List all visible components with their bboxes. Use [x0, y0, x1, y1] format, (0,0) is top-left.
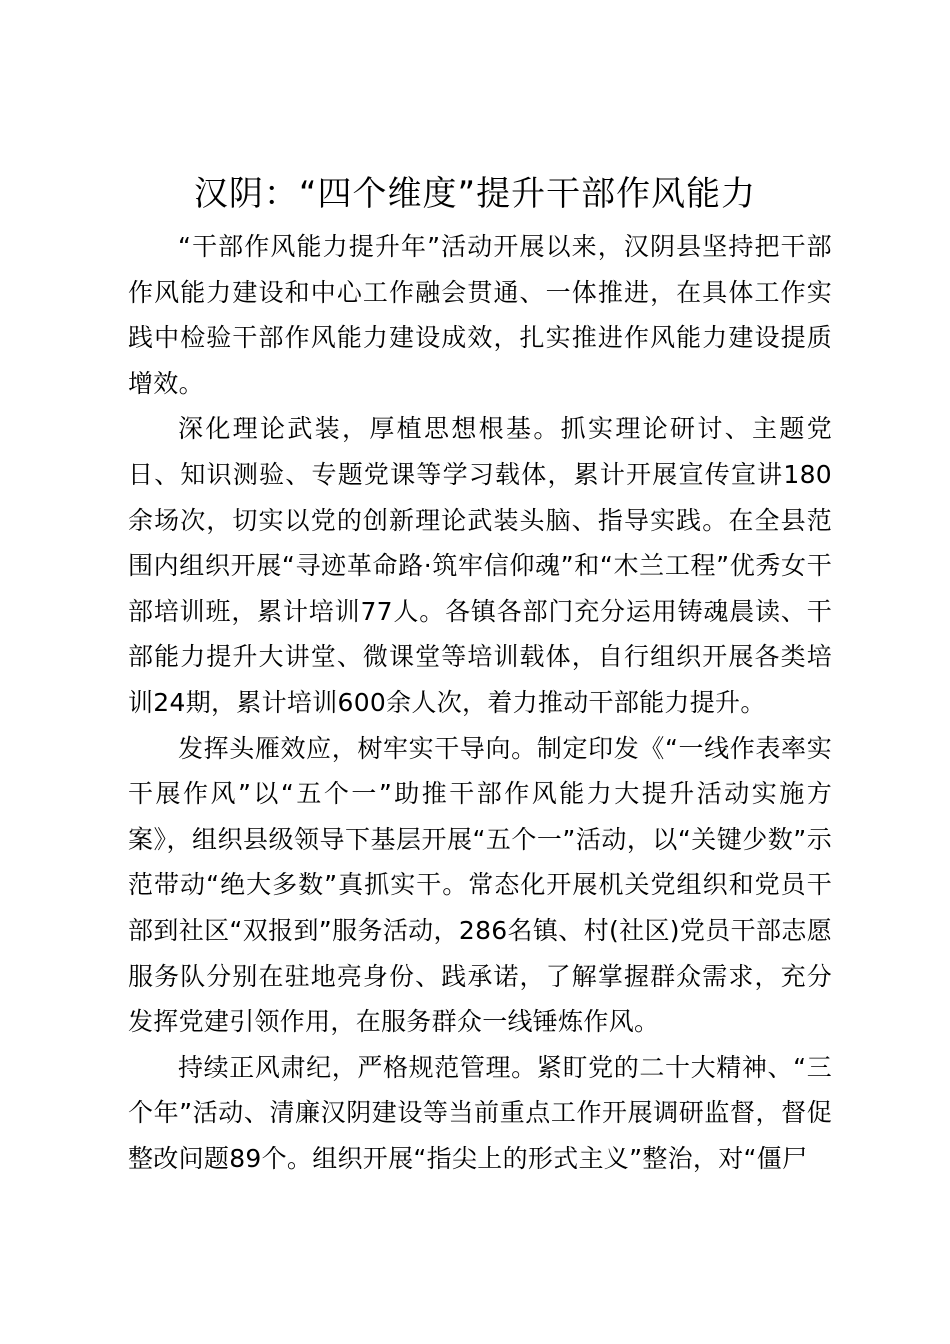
paragraph-intro: “干部作风能力提升年”活动开展以来，汉阴县坚持把干部作风能力建设和中心工作融会贯通、一体推进，在具体工作实践中检验干部作风能力建设成效，扎实推进作风能力建设提质增效。 [128, 232, 832, 398]
paragraph-leadership: 发挥头雁效应，树牢实干导向。制定印发《“一线作表率实干展作风”以“五个一”助推干部作风能力大提升活动实施方案》，组织县级领导下基层开展“五个一”活动，以“关键少数”示范带动“绝大多数”真抓实干。常态化开展机关党组织和党员干部到社区“双报到”服务活动，286名镇、村(社区)党员干部志愿服务队分别在驻地亮身份、践承诺，了解掌握群众需求，充分发挥党建引领作用，在服务群众一线锤炼作风。 [128, 733, 832, 1037]
document-body [128, 224, 832, 1181]
paragraph-theory: 深化理论武装，厚植思想根基。抓实理论研讨、主题党日、知识测验、专题党课等学习载体，累计开展宣传宣讲180余场次，切实以党的创新理论武装头脑、指导实践。在全县范围内组织开展“寻迹革命路·筑牢信仰魂”和“木兰工程”优秀女干部培训班，累计培训77人。各镇各部门充分运用铸魂晨读、干部能力提升大讲堂、微课堂等培训载体，自行组织开展各类培训24期，累计培训600余人次，着力推动干部能力提升。 [128, 414, 832, 717]
paragraph-discipline: 持续正风肃纪，严格规范管理。紧盯党的二十大精神、“三个年”活动、清廉汉阴建设等当前重点工作开展调研监督，督促整改问题89个。组织开展“指尖上的形式主义”整治，对“僵尸 [128, 1052, 832, 1173]
document-title: 汉阴：“四个维度”提升干部作风能力 [193, 174, 757, 214]
